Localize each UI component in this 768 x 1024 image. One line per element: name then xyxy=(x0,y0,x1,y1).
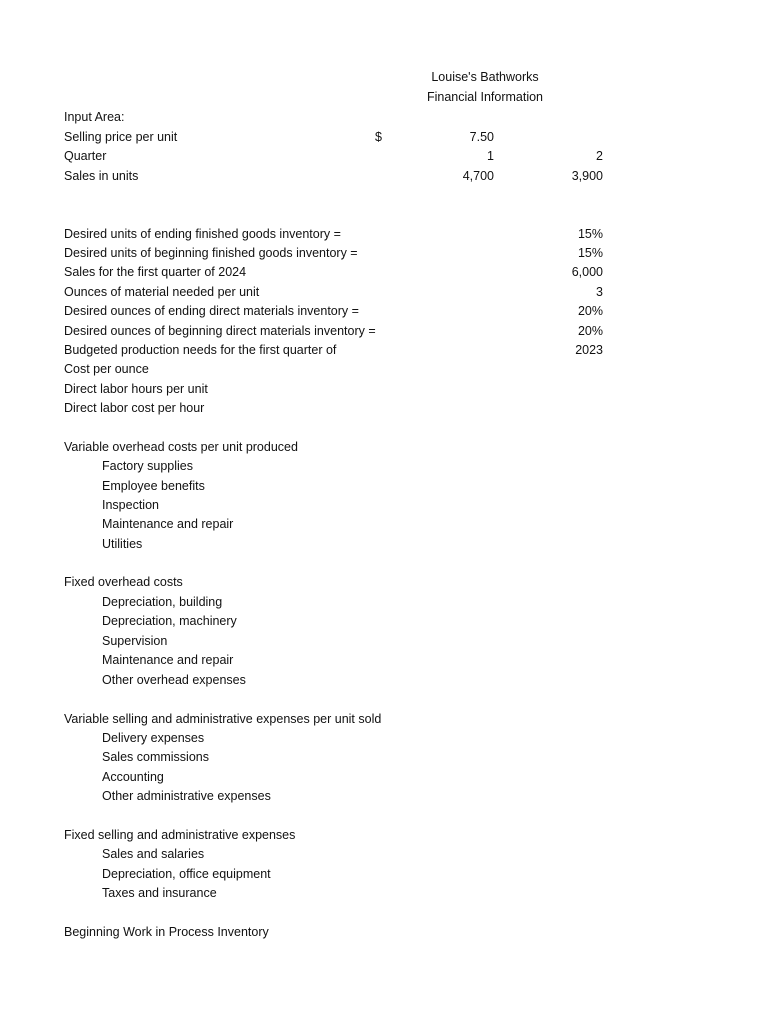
assumption-row xyxy=(0,380,768,399)
section-heading-row xyxy=(0,826,768,845)
assumption-label: Desired ounces of beginning direct materials inventory = xyxy=(64,324,376,338)
section-heading-row xyxy=(0,923,768,942)
assumption-row xyxy=(0,360,768,379)
fixed-sga-item: Taxes and insurance xyxy=(102,886,217,900)
assumption-label: Desired units of ending finished goods inventory = xyxy=(64,227,341,241)
variable-sga-item: Accounting xyxy=(102,770,164,784)
variable-sga-heading: Variable selling and administrative expenses per unit sold xyxy=(64,712,382,726)
assumption-row xyxy=(0,341,768,360)
assumption-value: 20% xyxy=(577,304,603,318)
list-item xyxy=(0,535,768,554)
list-item xyxy=(0,496,768,515)
section-heading-row xyxy=(0,710,768,729)
assumption-value: 6,000 xyxy=(571,265,603,279)
assumption-row xyxy=(0,322,768,341)
fixed-overhead-item: Depreciation, building xyxy=(102,595,223,609)
fixed-sga-heading: Fixed selling and administrative expenses xyxy=(64,828,296,842)
selling-price-label: Selling price per unit xyxy=(64,130,178,144)
list-item xyxy=(0,748,768,767)
company-title: Louise's Bathworks xyxy=(431,70,539,84)
list-item xyxy=(0,477,768,496)
assumption-value: 2023 xyxy=(575,343,603,357)
quarter-label: Quarter xyxy=(64,149,107,163)
assumption-label: Cost per ounce xyxy=(64,362,149,376)
input-area-row xyxy=(0,108,768,127)
fixed-overhead-heading: Fixed overhead costs xyxy=(64,575,183,589)
sales-units-q1-value: 4,700 xyxy=(462,169,494,183)
assumption-value: 15% xyxy=(577,246,603,260)
currency-symbol: $ xyxy=(375,130,382,144)
list-item xyxy=(0,632,768,651)
variable-overhead-item: Maintenance and repair xyxy=(102,517,234,531)
sales-units-row xyxy=(0,167,768,186)
variable-sga-item: Sales commissions xyxy=(102,750,209,764)
list-item xyxy=(0,457,768,476)
fixed-overhead-item: Supervision xyxy=(102,634,168,648)
assumption-row xyxy=(0,302,768,321)
list-item xyxy=(0,865,768,884)
assumption-label: Direct labor cost per hour xyxy=(64,401,205,415)
assumption-value: 3 xyxy=(596,285,603,299)
assumption-row xyxy=(0,399,768,418)
selling-price-value: 7.50 xyxy=(469,130,494,144)
input-area-heading: Input Area: xyxy=(64,110,125,124)
assumption-label: Desired ounces of ending direct materials inventory = xyxy=(64,304,359,318)
list-item xyxy=(0,845,768,864)
fixed-overhead-item: Other overhead expenses xyxy=(102,673,246,687)
sales-units-label: Sales in units xyxy=(64,169,139,183)
list-item xyxy=(0,768,768,787)
assumption-row xyxy=(0,225,768,244)
quarter-1-value: 1 xyxy=(487,149,494,163)
fixed-sga-item: Depreciation, office equipment xyxy=(102,867,271,881)
assumption-value: 15% xyxy=(577,227,603,241)
fixed-overhead-item: Depreciation, machinery xyxy=(102,614,237,628)
assumption-label: Direct labor hours per unit xyxy=(64,382,208,396)
sales-units-q2-value: 3,900 xyxy=(571,169,603,183)
assumption-row xyxy=(0,244,768,263)
list-item xyxy=(0,729,768,748)
quarter-2-value: 2 xyxy=(596,149,603,163)
list-item xyxy=(0,515,768,534)
variable-overhead-item: Inspection xyxy=(102,498,159,512)
assumption-label: Desired units of beginning finished goods inventory = xyxy=(64,246,358,260)
list-item xyxy=(0,671,768,690)
list-item xyxy=(0,787,768,806)
list-item xyxy=(0,612,768,631)
quarter-row xyxy=(0,147,768,166)
selling-price-row xyxy=(0,128,768,147)
variable-overhead-item: Utilities xyxy=(102,537,143,551)
variable-sga-item: Other administrative expenses xyxy=(102,789,271,803)
wip-heading: Beginning Work in Process Inventory xyxy=(64,925,269,939)
assumption-label: Ounces of material needed per unit xyxy=(64,285,260,299)
variable-overhead-heading: Variable overhead costs per unit produced xyxy=(64,440,298,454)
assumption-row xyxy=(0,283,768,302)
assumption-row xyxy=(0,263,768,282)
section-heading-row xyxy=(0,438,768,457)
assumption-label: Sales for the first quarter of 2024 xyxy=(64,265,247,279)
fixed-sga-item: Sales and salaries xyxy=(102,847,205,861)
variable-overhead-item: Employee benefits xyxy=(102,479,205,493)
variable-sga-item: Delivery expenses xyxy=(102,731,205,745)
assumption-value: 20% xyxy=(577,324,603,338)
fixed-overhead-item: Maintenance and repair xyxy=(102,653,234,667)
list-item xyxy=(0,593,768,612)
page-subtitle: Financial Information xyxy=(426,90,544,104)
list-item xyxy=(0,884,768,903)
assumption-label: Budgeted production needs for the first quarter of xyxy=(64,343,337,357)
list-item xyxy=(0,651,768,670)
section-heading-row xyxy=(0,573,768,592)
variable-overhead-item: Factory supplies xyxy=(102,459,194,473)
